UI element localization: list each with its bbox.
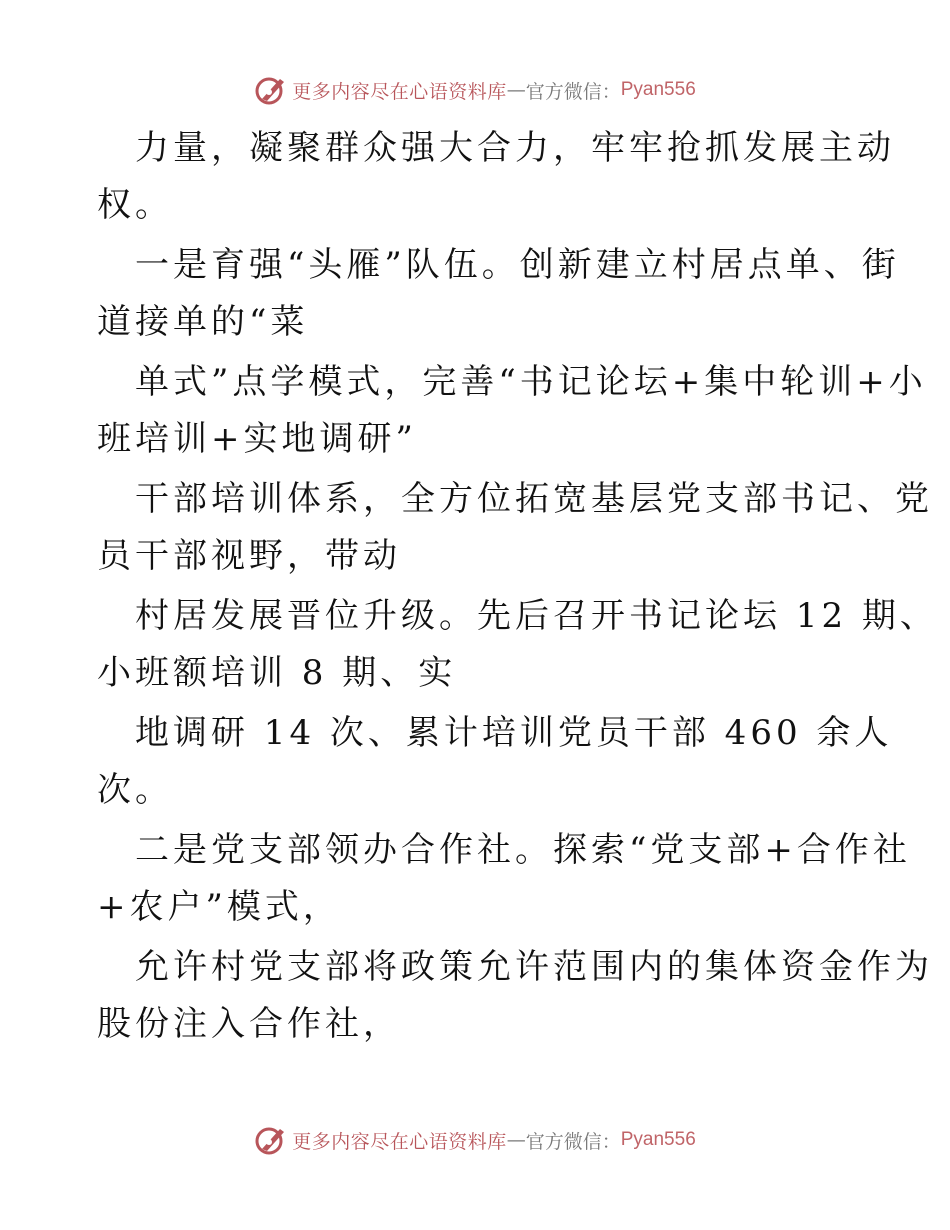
body-line: 二是党支部领办合作社。探索“党支部+合作社 <box>135 830 911 870</box>
header-wechat-id: Pyan556 <box>620 79 696 100</box>
body-line: 次。 <box>97 770 173 810</box>
header-wechat-label: 官方微信： <box>525 80 621 103</box>
footer-wechat-label: 官方微信： <box>525 1130 621 1153</box>
header-brand-text: 更多内容尽在心语资料库 <box>292 80 507 103</box>
body-line: 小班额培训 8 期、实 <box>97 653 457 693</box>
footer-banner <box>0 1120 950 1160</box>
body-line: 单式”点学模式，完善“书记论坛+集中轮训+小 <box>135 362 927 402</box>
pen-logo-icon <box>254 1123 288 1157</box>
body-line: 道接单的“菜 <box>97 302 309 342</box>
body-line: 力量，凝聚群众强大合力，牢牢抢抓发展主动 <box>135 128 895 168</box>
body-line: 员干部视野，带动 <box>97 536 401 576</box>
header-banner <box>0 70 950 110</box>
body-line: 干部培训体系，全方位拓宽基层党支部书记、党 <box>135 479 933 519</box>
body-line: 权。 <box>97 185 173 225</box>
body-line: 允许村党支部将政策允许范围内的集体资金作为 <box>135 947 933 987</box>
footer-wechat-id: Pyan556 <box>620 1129 696 1150</box>
body-line: 村居发展晋位升级。先后召开书记论坛 12 期、 <box>135 596 938 636</box>
body-line: 一是育强“头雁”队伍。创新建立村居点单、街 <box>135 245 900 285</box>
header-dash: — <box>506 79 526 101</box>
body-line: 地调研 14 次、累计培训党员干部 460 余人 <box>135 713 893 753</box>
pen-logo-icon <box>254 73 288 107</box>
body-line: 股份注入合作社， <box>97 1004 401 1044</box>
footer-brand-text: 更多内容尽在心语资料库 <box>292 1130 507 1153</box>
body-line: +农户”模式， <box>97 887 341 927</box>
body-line: 班培训+实地调研” <box>97 419 417 459</box>
footer-dash: — <box>506 1129 526 1151</box>
